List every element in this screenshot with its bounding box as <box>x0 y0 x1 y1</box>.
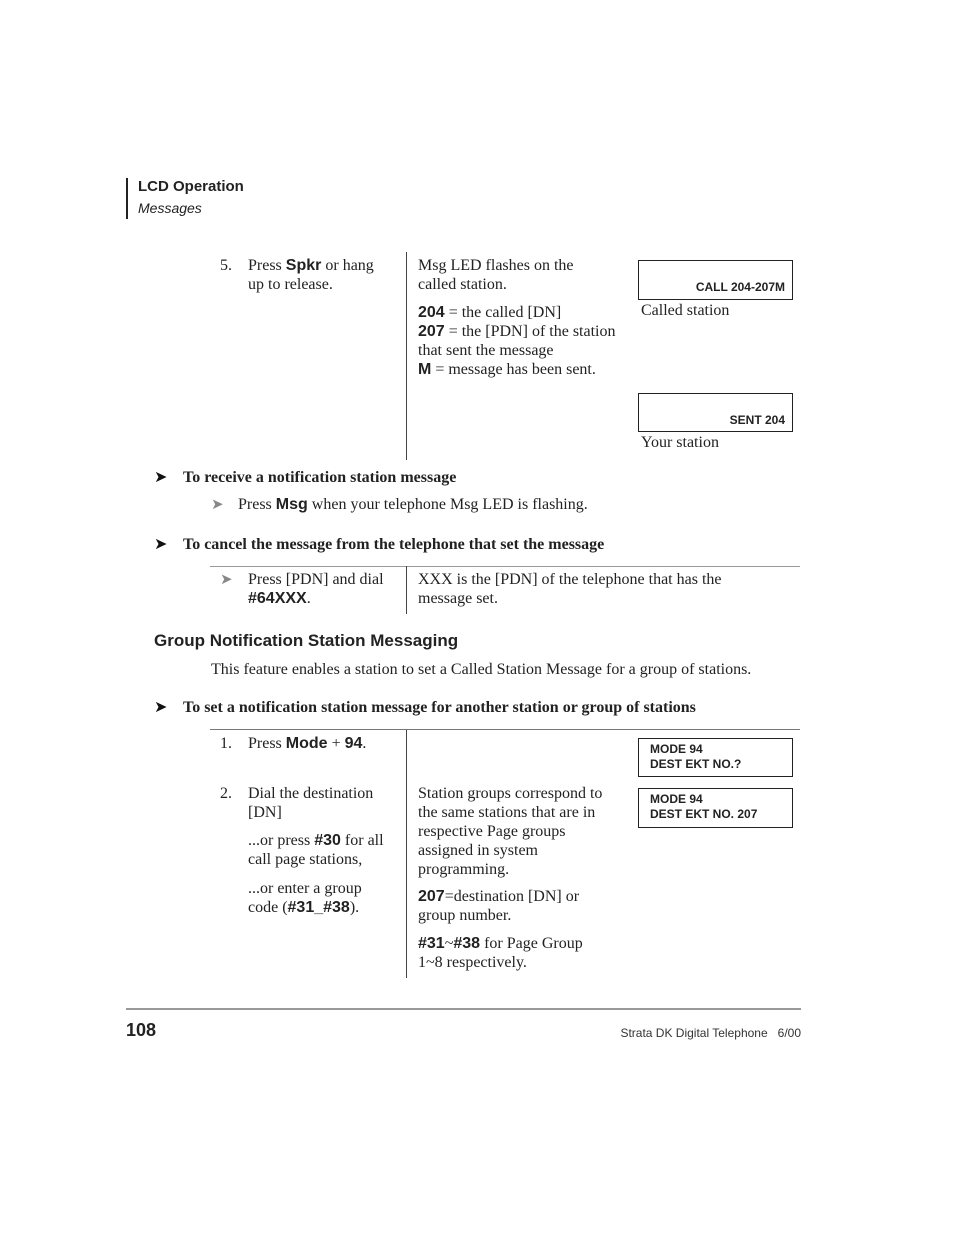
text: XXX is the [PDN] of the telephone that has the <box>418 571 722 588</box>
procedure-arrow-icon: ➤ <box>154 536 168 553</box>
key-207: 207 <box>418 888 445 905</box>
text: + <box>327 735 345 752</box>
text: for Page Group <box>480 935 583 952</box>
text: or hang <box>321 257 374 274</box>
step2-legend-207 <box>418 887 633 925</box>
header-rule <box>126 178 128 219</box>
footer-rule <box>126 1008 801 1010</box>
key-m: M <box>418 361 432 378</box>
column-divider <box>406 730 407 978</box>
subsection-heading: Group Notification Station Messaging <box>154 631 459 650</box>
text: respective Page groups <box>418 823 566 840</box>
text: ...or press <box>248 832 315 849</box>
text: call page stations, <box>248 851 363 868</box>
procedure-heading-cancel: To cancel the message from the telephone that set the message <box>183 536 605 553</box>
group-intro: This feature enables a station to set a Called Station Message for a group of stations. <box>211 661 752 678</box>
text: Press [PDN] and dial <box>248 571 384 588</box>
receive-instruction <box>238 495 588 514</box>
table-rule <box>210 566 800 567</box>
text: Press <box>248 257 286 274</box>
key-spkr: Spkr <box>285 257 322 274</box>
step5-description <box>418 256 633 294</box>
section-title: LCD Operation <box>138 178 244 195</box>
text: = the [PDN] of the station <box>444 323 616 340</box>
text: that sent the message <box>418 342 554 359</box>
key-31-38: #31_#38 <box>287 899 350 916</box>
text: ~ <box>444 935 454 952</box>
text: . <box>306 590 311 607</box>
lcd-line: MODE 94 <box>650 792 703 806</box>
step2-number: 2. <box>220 785 232 802</box>
text: ). <box>349 899 360 916</box>
lcd-display-mode94 <box>638 738 793 777</box>
step2-or-enter <box>248 879 403 917</box>
text: Press <box>238 496 276 513</box>
lcd-display-mode94-207 <box>638 788 793 828</box>
text: the same stations that are in <box>418 804 596 821</box>
text: code ( <box>248 899 288 916</box>
key-msg: Msg <box>275 496 308 513</box>
step5-instruction <box>248 256 403 294</box>
step-arrow-icon: ➤ <box>220 572 233 588</box>
key-38: #38 <box>453 935 481 952</box>
text: . <box>362 735 367 752</box>
step5-number: 5. <box>220 257 232 274</box>
column-divider <box>406 566 407 614</box>
lcd-display-called: CALL 204-207M <box>638 260 793 300</box>
lcd-display-sent: SENT 204 <box>638 393 793 432</box>
step2-description <box>418 784 633 879</box>
text: ...or enter a group <box>248 880 362 897</box>
text: =destination [DN] or <box>444 888 580 905</box>
step2-or-press <box>248 831 403 869</box>
footer-title: Strata DK Digital Telephone 6/00 <box>620 1026 801 1040</box>
text: Station groups correspond to <box>418 785 603 802</box>
text: [DN] <box>248 804 282 821</box>
cancel-description <box>418 570 798 608</box>
step-arrow-icon: ➤ <box>211 497 224 513</box>
text: = message has been sent. <box>431 361 596 378</box>
lcd-line: DEST EKT NO. 207 <box>650 807 758 821</box>
procedure-heading-set: To set a notification station message for another station or group of stations <box>183 699 696 716</box>
text: = the called [DN] <box>444 304 562 321</box>
procedure-heading-receive: To receive a notification station message <box>183 469 457 486</box>
text: up to release. <box>248 276 333 293</box>
key-mode: Mode <box>285 735 328 752</box>
cancel-instruction <box>248 570 403 608</box>
section-subtitle: Messages <box>138 200 202 216</box>
lcd-line: DEST EKT NO.? <box>650 757 742 771</box>
key-204: 204 <box>418 304 445 321</box>
text: Msg LED flashes on the <box>418 257 574 274</box>
key-64xxx: #64XXX <box>248 590 307 607</box>
column-divider <box>406 252 407 460</box>
step2-legend-groups <box>418 934 633 972</box>
procedure-arrow-icon: ➤ <box>154 699 168 716</box>
text: Dial the destination <box>248 785 374 802</box>
table-rule <box>210 729 800 730</box>
text: Press <box>248 735 286 752</box>
step5-legend <box>418 303 633 379</box>
step1-number: 1. <box>220 735 232 752</box>
text: when your telephone Msg LED is flashing. <box>307 496 588 513</box>
text: group number. <box>418 907 512 924</box>
lcd-caption-called: Called station <box>641 302 730 319</box>
key-30: #30 <box>314 832 341 849</box>
key-207: 207 <box>418 323 445 340</box>
step1-instruction <box>248 734 366 753</box>
text: programming. <box>418 861 510 878</box>
lcd-line: MODE 94 <box>650 742 703 756</box>
text: for all <box>340 832 384 849</box>
text: called station. <box>418 276 507 293</box>
text: assigned in system <box>418 842 538 859</box>
procedure-arrow-icon: ➤ <box>154 469 168 486</box>
key-94: 94 <box>344 735 363 752</box>
lcd-caption-your-station: Your station <box>641 434 719 451</box>
text: 1~8 respectively. <box>418 954 527 971</box>
text: message set. <box>418 590 498 607</box>
key-31: #31 <box>418 935 445 952</box>
page-number: 108 <box>126 1020 157 1040</box>
step2-instruction <box>248 784 403 822</box>
